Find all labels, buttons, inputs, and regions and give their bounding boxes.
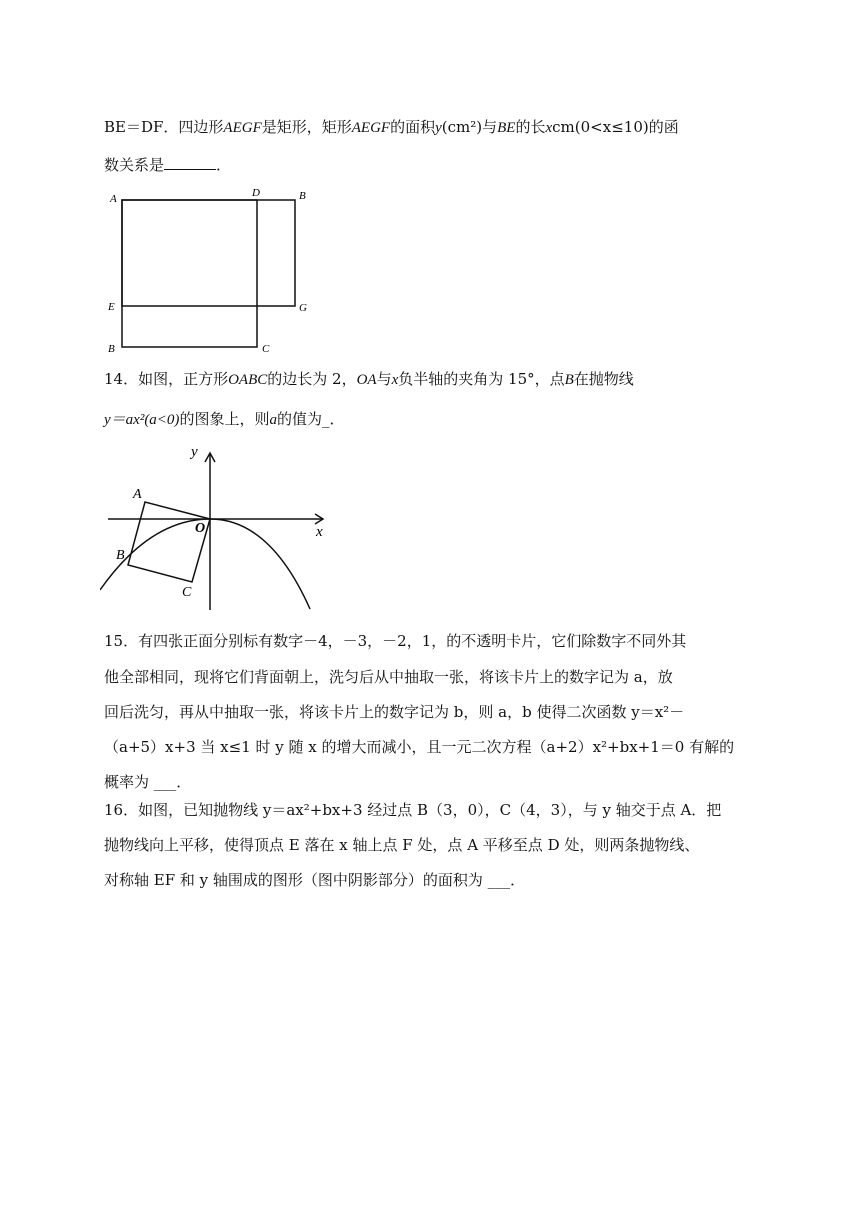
label-A: A: [110, 193, 117, 205]
q13-text-c: 的面积: [390, 118, 436, 136]
label-A: A: [133, 487, 142, 502]
q13-x: x: [545, 120, 553, 136]
q14-oa: OA: [356, 372, 377, 388]
q14-line-2: [104, 408, 344, 431]
label-B-bottom: B: [108, 343, 115, 355]
square-oabc: [128, 502, 210, 582]
q16-line-2: 抛物线向上平移，使得顶点 E 落在 x 轴上点 F 处，点 A 平移至点 D 处，则两条抛物线、: [104, 836, 700, 854]
q14-t3: 负半轴的夹角为 15°，点: [398, 370, 565, 388]
q13-cm: cm: [552, 118, 575, 136]
q13-be: BE: [497, 120, 516, 136]
q13-text-f: 的函: [648, 118, 679, 136]
q15-line-5: 概率为 ___．: [104, 773, 192, 791]
q13-y: y: [435, 120, 442, 136]
label-O: O: [195, 521, 206, 536]
label-D: D: [252, 187, 260, 199]
label-B: B: [116, 548, 125, 563]
q15-line-1: 15．有四张正面分别标有数字－4，－3，－2，1，的不透明卡片，它们除数字不同外其: [104, 632, 687, 650]
q13-line-2: [104, 154, 231, 176]
label-y: y: [191, 444, 198, 460]
q13-line-1: [104, 116, 679, 139]
label-E: E: [108, 301, 115, 313]
label-B-top: B: [299, 190, 306, 202]
q13-text-a: BE＝DF．四边形: [104, 118, 224, 136]
q13-aegf-1: AEGF: [223, 120, 262, 136]
figure-13-rectangles: [100, 184, 320, 356]
q13-aegf-2: AEGF: [351, 120, 391, 136]
q14-oabc: OABC: [228, 372, 268, 388]
q16-line-3: 对称轴 EF 和 y 轴围成的图形（图中阴影部分）的面积为 ___．: [104, 871, 526, 889]
q14-x: x: [391, 372, 399, 388]
q15-line-2: 他全部相同，现将它们背面朝上，洗匀后从中抽取一张，将该卡片上的数字记为 a，放: [104, 668, 673, 686]
label-x: x: [316, 524, 323, 540]
q14-t1: 的边长为 2，: [267, 370, 357, 388]
q15-line-4: （a+5）x+3 当 x≤1 时 y 随 x 的增大而减小，且一元二次方程（a+2）x²+bx+1＝0 有解的: [104, 738, 735, 756]
q13-unit: (cm²): [441, 118, 483, 136]
rect-abcd: [122, 200, 257, 347]
q13-range: (0<x≤10): [574, 118, 649, 136]
label-C: C: [262, 343, 270, 355]
q13-text-d: 与: [482, 118, 498, 136]
q14-t5: 的图象上，则: [179, 410, 270, 428]
q14-t6: 的值为_．: [276, 410, 345, 428]
label-G: G: [299, 302, 307, 314]
q15-line-3: 回后洗匀，再从中抽取一张，将该卡片上的数字记为 b，则 a，b 使得二次函数 y＝x²－: [104, 703, 685, 721]
q14-line-1: [104, 368, 634, 391]
rect-aegf: [122, 200, 295, 306]
q14-equation: y＝ax²(a<0): [104, 412, 180, 428]
q16-line-1: 16．如图，已知抛物线 y＝ax²+bx+3 经过点 B（3，0），C（4，3），与 y 轴交于点 A．把: [104, 801, 722, 819]
q13-end: ．: [216, 156, 232, 174]
q14-a: a: [269, 412, 277, 428]
q14-num: 14．如图，正方形: [104, 370, 229, 388]
q14-b: B: [564, 372, 574, 388]
q14-t2: 与: [376, 370, 392, 388]
q13-text-e: 的长: [515, 118, 546, 136]
q14-t4: 在抛物线: [573, 370, 634, 388]
q13-text-b: 是矩形，矩形: [261, 118, 352, 136]
q13-text-line2: 数关系是: [104, 156, 165, 174]
q13-answer-blank: [164, 155, 216, 170]
label-C: C: [182, 585, 192, 600]
figure-14-parabola-square: [100, 444, 340, 614]
